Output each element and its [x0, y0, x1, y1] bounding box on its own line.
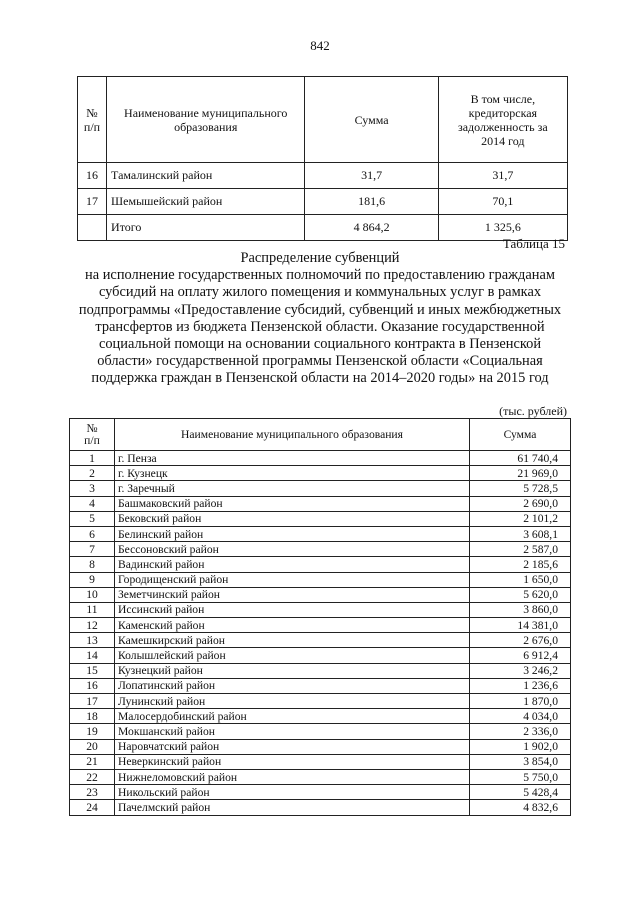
table-title: [70, 250, 570, 388]
row-number: 9: [70, 572, 115, 587]
row-sum: 31,7: [305, 163, 438, 189]
row-number: 17: [78, 189, 107, 215]
row-municipality: Тамалинский район: [107, 163, 305, 189]
row-number: 7: [70, 542, 115, 557]
row-number: 3: [70, 481, 115, 496]
row-number: 16: [70, 678, 115, 693]
row-sum: 2 336,0: [470, 724, 571, 739]
row-sum: 1 650,0: [470, 572, 571, 587]
row-sum: 2 185,6: [470, 557, 571, 572]
row-municipality: Никольский район: [115, 785, 470, 800]
table-row: [70, 587, 571, 602]
row-municipality: Земетчинский район: [115, 587, 470, 602]
row-sum: 1 236,6: [470, 678, 571, 693]
row-municipality: Городищенский район: [115, 572, 470, 587]
table-row: [70, 754, 571, 769]
row-sum: 5 750,0: [470, 769, 571, 784]
row-sum: 2 676,0: [470, 633, 571, 648]
table-row: [70, 557, 571, 572]
table-row: [70, 572, 571, 587]
row-number: 4: [70, 496, 115, 511]
subvention-distribution-table: [69, 418, 571, 816]
table-header-row: [70, 419, 571, 451]
table-title-body: на исполнение государственных полномочий по предоставлению гражданам субсидий на оплату жилого помещения и коммунальных услуг в рамках подпрограммы «Предоставление субсидий, субвенций и иных межбюджетных трансфертов из бюджета Пензенской области. Оказание государственной социальной помощи на основании социального контракта в Пензенской области» государственной программы Пензенской области «Социальная поддержка граждан в Пензенской области на 2014–2020 годы» на 2015 год: [78, 267, 562, 387]
municipal-debt-table: [77, 76, 568, 241]
row-number: 8: [70, 557, 115, 572]
row-sum: 2 101,2: [470, 511, 571, 526]
row-municipality: Камешкирский район: [115, 633, 470, 648]
row-sum: 2 587,0: [470, 542, 571, 557]
header-municipality: Наименование муниципального образования: [115, 419, 470, 451]
table-row: [70, 451, 571, 466]
row-number: [78, 215, 107, 241]
table-row: [70, 678, 571, 693]
row-sum: 3 608,1: [470, 526, 571, 541]
row-municipality: Пачелмский район: [115, 800, 470, 815]
row-sum: 5 620,0: [470, 587, 571, 602]
row-sum: 61 740,4: [470, 451, 571, 466]
row-sum: 3 860,0: [470, 602, 571, 617]
row-municipality: Вадинский район: [115, 557, 470, 572]
row-sum: 21 969,0: [470, 466, 571, 481]
row-sum: 1 870,0: [470, 694, 571, 709]
row-municipality: Нижнеломовский район: [115, 769, 470, 784]
table-row: [78, 215, 568, 241]
table-row: [70, 511, 571, 526]
row-municipality: г. Пенза: [115, 451, 470, 466]
table-row: [70, 800, 571, 815]
row-sum: 181,6: [305, 189, 438, 215]
page-number: 842: [310, 38, 330, 53]
row-municipality: Бессоновский район: [115, 542, 470, 557]
row-sum: 4 034,0: [470, 709, 571, 724]
table-row: [70, 618, 571, 633]
row-municipality: Белинский район: [115, 526, 470, 541]
row-debt: 31,7: [438, 163, 567, 189]
row-number: 19: [70, 724, 115, 739]
header-number: № п/п: [78, 77, 107, 163]
row-municipality: Колышлейский район: [115, 648, 470, 663]
row-municipality: Кузнецкий район: [115, 663, 470, 678]
row-number: 14: [70, 648, 115, 663]
row-number: 24: [70, 800, 115, 815]
row-sum: 4 832,6: [470, 800, 571, 815]
row-sum: 6 912,4: [470, 648, 571, 663]
table-row: [70, 481, 571, 496]
table-row: [70, 739, 571, 754]
row-number: 6: [70, 526, 115, 541]
row-number: 22: [70, 769, 115, 784]
row-debt: 1 325,6: [438, 215, 567, 241]
row-number: 18: [70, 709, 115, 724]
row-number: 11: [70, 602, 115, 617]
row-municipality: Лунинский район: [115, 694, 470, 709]
row-municipality: Шемышейский район: [107, 189, 305, 215]
table-row: [70, 466, 571, 481]
row-number: 1: [70, 451, 115, 466]
row-municipality: Бековский район: [115, 511, 470, 526]
row-municipality: Лопатинский район: [115, 678, 470, 693]
table-row: [70, 602, 571, 617]
table-row: [70, 785, 571, 800]
units-label: (тыс. рублей): [499, 404, 567, 418]
row-sum: 5 728,5: [470, 481, 571, 496]
row-number: 21: [70, 754, 115, 769]
table-row: [70, 542, 571, 557]
table-title-line: Распределение субвенций: [240, 250, 400, 266]
header-number: № п/п: [70, 419, 115, 451]
row-municipality: Башмаковский район: [115, 496, 470, 511]
table-row: [70, 724, 571, 739]
row-debt: 70,1: [438, 189, 567, 215]
table-number-label: Таблица 15: [502, 236, 565, 251]
row-number: 16: [78, 163, 107, 189]
row-sum: 1 902,0: [470, 739, 571, 754]
row-municipality: Мокшанский район: [115, 724, 470, 739]
row-sum: 3 246,2: [470, 663, 571, 678]
row-municipality: г. Заречный: [115, 481, 470, 496]
table-row: [78, 189, 568, 215]
row-number: 17: [70, 694, 115, 709]
table-row: [70, 633, 571, 648]
table-row: [70, 648, 571, 663]
row-sum: 5 428,4: [470, 785, 571, 800]
row-number: 2: [70, 466, 115, 481]
table-row: [70, 694, 571, 709]
row-municipality: Наровчатский район: [115, 739, 470, 754]
row-number: 10: [70, 587, 115, 602]
row-municipality: Итого: [107, 215, 305, 241]
row-municipality: Малосердобинский район: [115, 709, 470, 724]
row-number: 15: [70, 663, 115, 678]
table-row: [70, 709, 571, 724]
row-number: 5: [70, 511, 115, 526]
row-sum: 2 690,0: [470, 496, 571, 511]
header-municipality: Наименование муниципального образования: [107, 77, 305, 163]
header-debt-2014: В том числе, кредиторская задолженность за 2014 год: [438, 77, 567, 163]
row-sum: 4 864,2: [305, 215, 438, 241]
header-sum: Сумма: [470, 419, 571, 451]
row-sum: 14 381,0: [470, 618, 571, 633]
row-municipality: Каменский район: [115, 618, 470, 633]
table-row: [70, 526, 571, 541]
table-row: [78, 163, 568, 189]
table-row: [70, 663, 571, 678]
row-municipality: Иссинский район: [115, 602, 470, 617]
table-row: [70, 496, 571, 511]
row-number: 13: [70, 633, 115, 648]
row-municipality: г. Кузнецк: [115, 466, 470, 481]
row-municipality: Неверкинский район: [115, 754, 470, 769]
row-number: 23: [70, 785, 115, 800]
row-sum: 3 854,0: [470, 754, 571, 769]
header-sum: Сумма: [305, 77, 438, 163]
table-header-row: [78, 77, 568, 163]
table-row: [70, 769, 571, 784]
row-number: 20: [70, 739, 115, 754]
row-number: 12: [70, 618, 115, 633]
